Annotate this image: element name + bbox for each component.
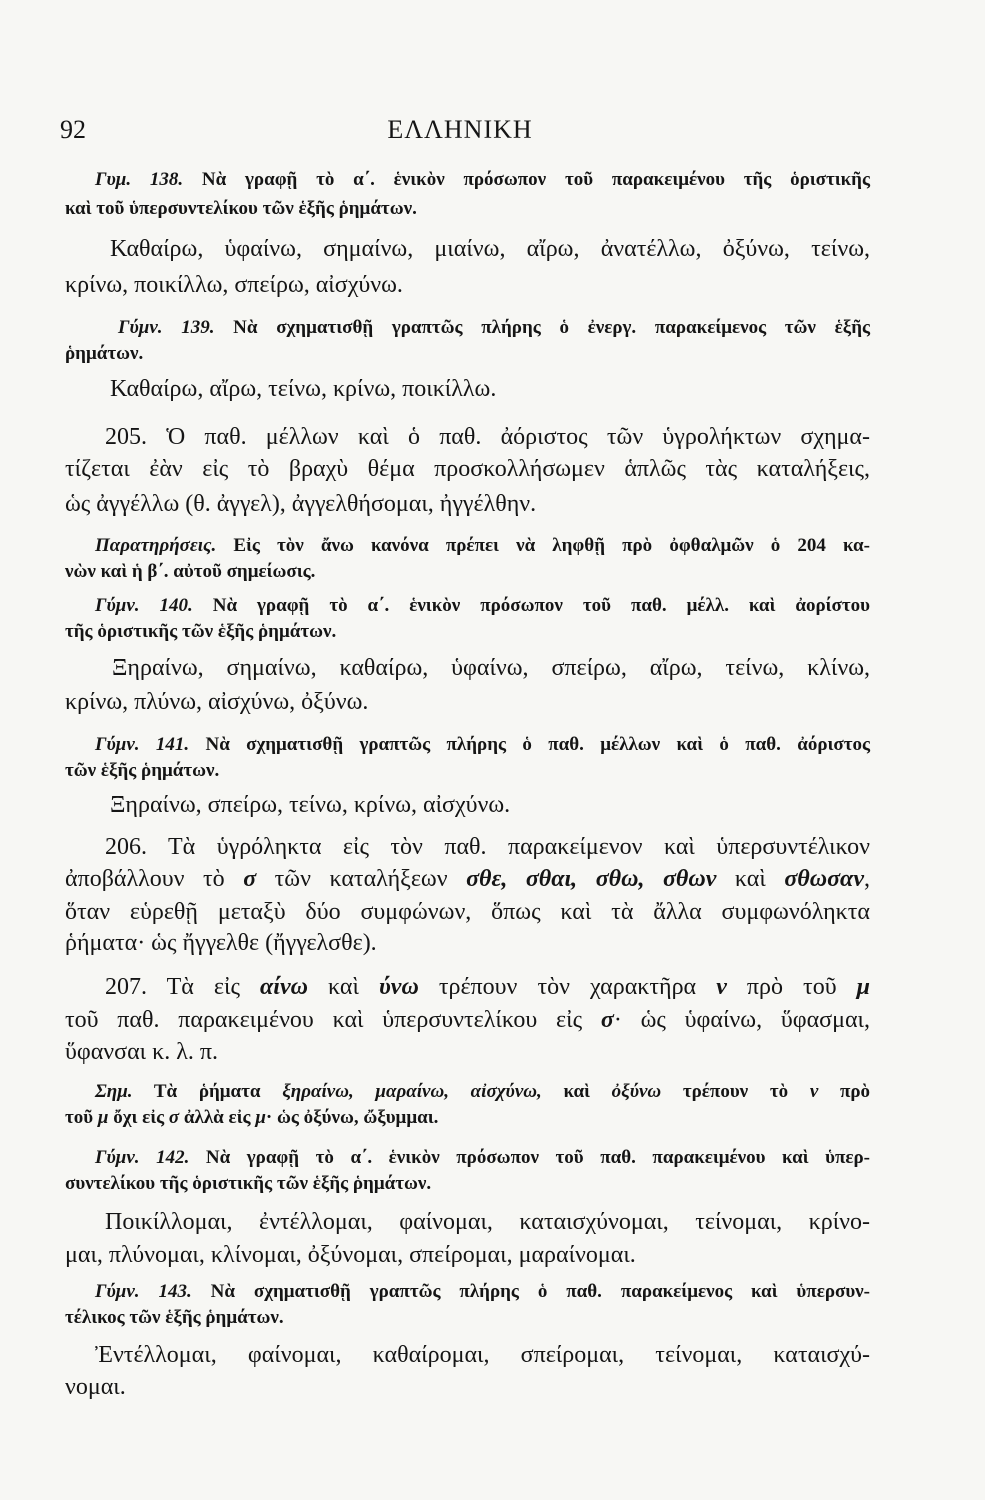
- text-line: [65, 1340, 870, 1370]
- text: τῶν ἑξῆς ῥημάτων.: [65, 760, 220, 781]
- emphasis-text: σ: [243, 866, 257, 892]
- text-line: [65, 594, 870, 618]
- text-line: [65, 790, 870, 820]
- page-number: 92: [60, 115, 86, 144]
- exercise-label: Γύμν. 141.: [95, 734, 190, 755]
- text-line: [65, 653, 870, 683]
- text: Νὰ σχηματισθῇ γραπτῶς πλήρης ὁ ἐνεργ. παρακείμενος τῶν ἑξῆς: [214, 317, 871, 338]
- text: κρίνω, ποικίλλω, σπείρω, αἰσχύνω.: [65, 272, 403, 298]
- text-line: [65, 759, 870, 783]
- text-line: [65, 832, 870, 862]
- emphasis-text: σ: [168, 1107, 180, 1128]
- text-line: [65, 168, 870, 192]
- text: πρὸ: [818, 1081, 871, 1102]
- text-line: [65, 972, 870, 1002]
- text: νομαι.: [65, 1374, 126, 1400]
- text: Νὰ σχηματισθῇ γραπτῶς πλήρης ὁ παθ. παρακείμενος καὶ ὑπερσυν-: [191, 1281, 870, 1302]
- text: ἀποβάλλουν τὸ: [65, 866, 244, 892]
- text: ,: [863, 866, 870, 892]
- text: τῶν καταλήξεων: [256, 866, 467, 892]
- exercise-label: Γυμ. 138.: [95, 169, 184, 190]
- text: Ἐντέλλομαι, φαίνομαι, καθαίρομαι, σπείρομαι, τείνομαι, καταισχύ-: [95, 1342, 870, 1368]
- text-line: [65, 1240, 870, 1270]
- text: πρὸ τοῦ: [726, 974, 857, 1000]
- text-line: [65, 1280, 870, 1304]
- text-line: [65, 687, 870, 717]
- text-line: [65, 897, 870, 927]
- text: συντελίκου τῆς ὁριστικῆς τῶν ἑξῆς ῥημάτων.: [65, 1173, 432, 1194]
- text-line: [65, 454, 870, 484]
- text-line: [65, 733, 870, 757]
- text: Νὰ γραφῇ τὸ α΄. ἑνικὸν πρόσωπον τοῦ παθ. παρακειμένου καὶ ὑπερ-: [189, 1147, 870, 1168]
- exercise-label: Γύμν. 142.: [95, 1147, 190, 1168]
- text: 206. Τὰ ὑγρόληκτα εἰς τὸν παθ. παρακείμενον καὶ ὑπερσυντέλικον: [105, 834, 870, 860]
- text-line: [65, 489, 870, 519]
- text: τέλικος τῶν ἑξῆς ῥημάτων.: [65, 1307, 284, 1328]
- text-line: [65, 560, 870, 584]
- exercise-label: Γύμν. 140.: [95, 595, 193, 616]
- text-line: [65, 342, 870, 366]
- text: 207. Τὰ εἰς: [105, 974, 261, 1000]
- text-line: [65, 1172, 870, 1196]
- text: · ὡς ὀξύνω, ὤξυμμαι.: [265, 1107, 439, 1128]
- text-line: [65, 1037, 870, 1067]
- text-line: [65, 928, 870, 958]
- emphasis-text: αίνω: [260, 974, 308, 1000]
- text-line: [65, 620, 870, 644]
- text: 205. Ὁ παθ. μέλλων καὶ ὁ παθ. ἀόριστος τῶν ὑγρολήκτων σχημα-: [105, 424, 870, 450]
- text: Νὰ γραφῇ τὸ α΄. ἑνικὸν πρόσωπον τοῦ παθ. μέλλ. καὶ ἀορίστου: [192, 595, 871, 616]
- text-line: [65, 1106, 870, 1130]
- emphasis-text: σθε, σθαι, σθω, σθων: [466, 866, 717, 892]
- emphasis-text: ν: [809, 1081, 819, 1102]
- text-line: [65, 1005, 870, 1035]
- text-line: [65, 270, 870, 300]
- text-line: [65, 197, 870, 221]
- text: Εἰς τὸν ἄνω κανόνα πρέπει νὰ ληφθῇ πρὸ ὀφθαλμῶν ὁ 204 κα-: [216, 535, 870, 556]
- text: Ξηραίνω, σπείρω, τείνω, κρίνω, αἰσχύνω.: [110, 792, 511, 818]
- text-line: [65, 534, 870, 558]
- text-line: [65, 1080, 870, 1104]
- text-line: [65, 374, 870, 404]
- text: τοῦ: [65, 1107, 98, 1128]
- running-title: ΕΛΛΗΝΙΚΗ: [387, 115, 533, 144]
- text: καὶ: [541, 1081, 612, 1102]
- emphasis-text: μ: [255, 1107, 266, 1128]
- text-line: [65, 1207, 870, 1237]
- text: μαι, πλύνομαι, κλίνομαι, ὀξύνομαι, σπείρομαι, μαραίνομαι.: [65, 1242, 636, 1268]
- emphasis-text: ύνω: [379, 974, 419, 1000]
- emphasis-text: ξηραίνω, μαραίνω, αἰσχύνω,: [282, 1081, 542, 1102]
- text-line: [65, 422, 870, 452]
- text: ὡς ἀγγέλλω (θ. ἀγγελ), ἀγγελθήσομαι, ἠγγέλθην.: [65, 491, 537, 517]
- text: καὶ τοῦ ὑπερσυντελίκου τῶν ἑξῆς ῥημάτων.: [65, 198, 417, 219]
- exercise-label: Γύμν. 139.: [118, 317, 215, 338]
- text: τρέπουν τὸν χαρακτῆρα: [418, 974, 717, 1000]
- text-line: [65, 1372, 870, 1402]
- emphasis-text: μ: [856, 974, 871, 1000]
- text-line: [65, 316, 870, 340]
- text: Τὰ ῥήματα: [132, 1081, 283, 1102]
- text-line: [65, 864, 870, 894]
- text: ὄχι εἰς: [108, 1107, 169, 1128]
- text-line: [65, 1146, 870, 1170]
- text: τοῦ παθ. παρακειμένου καὶ ὑπερσυντελίκου εἰς: [65, 1007, 601, 1033]
- emphasis-text: μ: [97, 1107, 109, 1128]
- emphasis-text: σ: [600, 1007, 614, 1033]
- exercise-label: Γύμν. 143.: [95, 1281, 192, 1302]
- text-line: [65, 234, 870, 264]
- text: ῥήματα· ὡς ἤγγελθε (ἤγγελσθε).: [65, 930, 377, 956]
- text: καὶ: [716, 866, 785, 892]
- text: · ὡς ὑφαίνω, ὕφασμαι,: [613, 1007, 870, 1033]
- note-label: Παρατηρήσεις.: [95, 535, 217, 556]
- text: τίζεται ἐὰν εἰς τὸ βραχὺ θέμα προσκολλήσωμεν ἁπλῶς τὰς καταλήξεις,: [65, 456, 870, 482]
- text: Καθαίρω, αἴρω, τείνω, κρίνω, ποικίλλω.: [110, 376, 497, 402]
- text: τῆς ὁριστικῆς τῶν ἑξῆς ῥημάτων.: [65, 621, 337, 642]
- text: ὅταν εὑρεθῇ μεταξὺ δύο συμφώνων, ὅπως καὶ τὰ ἄλλα συμφωνόληκτα: [65, 899, 870, 925]
- emphasis-text: ὀξύνω: [611, 1081, 662, 1102]
- emphasis-text: σθωσαν: [784, 866, 864, 892]
- text: Ποικίλλομαι, ἐντέλλομαι, φαίνομαι, καταισχύνομαι, τείνομαι, κρίνο-: [105, 1209, 870, 1235]
- text: τρέπουν τὸ: [661, 1081, 810, 1102]
- text: κρίνω, πλύνω, αἰσχύνω, ὀξύνω.: [65, 689, 369, 715]
- emphasis-text: ν: [716, 974, 727, 1000]
- text-line: [65, 1306, 870, 1330]
- text: Καθαίρω, ὑφαίνω, σημαίνω, μιαίνω, αἴρω, ἀνατέλλω, ὀξύνω, τείνω,: [110, 236, 870, 262]
- text: Νὰ σχηματισθῇ γραπτῶς πλήρης ὁ παθ. μέλλων καὶ ὁ παθ. ἀόριστος: [189, 734, 870, 755]
- text: Νὰ γραφῇ τὸ α΄. ἑνικὸν πρόσωπον τοῦ παρακειμένου τῆς ὁριστικῆς: [183, 169, 870, 190]
- text: καὶ: [307, 974, 380, 1000]
- text: ὕφανσαι κ. λ. π.: [65, 1039, 218, 1065]
- text: ἀλλὰ εἰς: [179, 1107, 256, 1128]
- text: Ξηραίνω, σημαίνω, καθαίρω, ὑφαίνω, σπείρω, αἴρω, τείνω, κλίνω,: [112, 655, 870, 681]
- note-label: Σημ.: [95, 1081, 133, 1102]
- text: ῥημάτων.: [65, 343, 144, 364]
- text: νὼν καὶ ἡ β΄. αὐτοῦ σημείωσις.: [65, 561, 316, 582]
